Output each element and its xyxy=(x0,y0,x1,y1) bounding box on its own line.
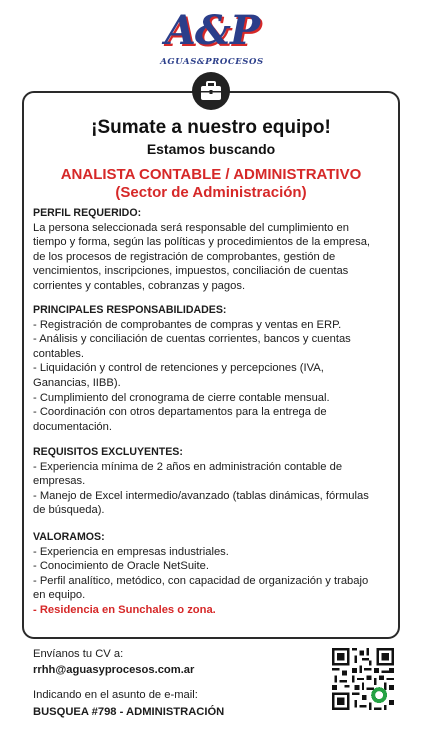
valoramos-section xyxy=(33,530,389,618)
perfil-line: La persona seleccionada será responsable del cumplimiento en xyxy=(33,221,349,234)
residence-requirement: - Residencia en Sunchales o zona. xyxy=(33,603,216,616)
qr-code-icon[interactable] xyxy=(332,648,394,710)
briefcase-icon xyxy=(192,72,230,110)
responsabilidades-line: Ganancias, IIBB). xyxy=(33,376,121,389)
responsabilidades-section xyxy=(33,303,389,434)
responsabilidades-line: contables. xyxy=(33,347,84,360)
perfil-line: de los procesos de registración de comprobantes, gestión de xyxy=(33,250,336,263)
responsabilidades-line: documentación. xyxy=(33,420,112,433)
valoramos-line: - Experiencia en empresas industriales. xyxy=(33,545,229,558)
perfil-line: corrientes y contables, cobranzas y pagos. xyxy=(33,279,246,292)
contact-email[interactable]: rrhh@aguasyprocesos.com.ar xyxy=(33,664,195,676)
logo-subtitle: AGUAS&PROCESOS xyxy=(160,57,264,67)
responsabilidades-line: - Cumplimiento del cronograma de cierre contable mensual. xyxy=(33,391,330,404)
valoramos-heading: VALORAMOS: xyxy=(33,531,105,543)
responsabilidades-line: - Registración de comprobantes de compras y ventas en ERP. xyxy=(33,318,342,331)
perfil-heading: PERFIL REQUERIDO: xyxy=(33,207,142,219)
requisitos-line: - Manejo de Excel intermedio/avanzado (tablas dinámicas, fórmulas xyxy=(33,489,369,502)
valoramos-line: - Conocimiento de Oracle NetSuite. xyxy=(33,560,209,573)
responsabilidades-line: - Liquidación y control de retenciones y percepciones (IVA, xyxy=(33,362,324,375)
position-title: ANALISTA CONTABLE / ADMINISTRATIVO xyxy=(60,166,362,183)
page-title: ¡Sumate a nuestro equipo! xyxy=(91,117,331,138)
cv-label: Envíanos tu CV a: xyxy=(33,648,124,660)
valoramos-line: - Perfil analítico, metódico, con capacidad de organización y trabajo xyxy=(33,574,369,587)
perfil-section xyxy=(33,206,389,294)
email-subject: BUSQUEA #798 - ADMINISTRACIÓN xyxy=(33,706,225,718)
page-subtitle: Estamos buscando xyxy=(146,141,276,157)
perfil-line: tiempo y forma, según las políticas y procedimientos de la empresa, xyxy=(33,236,371,249)
logo-text: A&P xyxy=(164,7,260,54)
responsabilidades-line: - Análisis y conciliación de cuentas corrientes, bancos y cuentas xyxy=(33,333,351,346)
position-sector: (Sector de Administración) xyxy=(115,184,307,201)
company-logo xyxy=(151,7,273,67)
responsabilidades-line: - Coordinación con otros departamentos para la entrega de xyxy=(33,406,327,419)
requisitos-heading: REQUISITOS EXCLUYENTES: xyxy=(33,446,183,458)
responsabilidades-heading: PRINCIPALES RESPONSABILIDADES: xyxy=(33,304,227,316)
requisitos-line: - Experiencia mínima de 2 años en administración contable de xyxy=(33,460,343,473)
requisitos-line: empresas. xyxy=(33,475,86,488)
requisitos-section xyxy=(33,445,389,518)
subject-label: Indicando en el asunto de e-mail: xyxy=(33,689,198,701)
perfil-line: vencimientos, inscripciones, impuestos, conciliación de cuentas xyxy=(33,265,349,278)
requisitos-line: de búsqueda). xyxy=(33,504,105,517)
valoramos-line: en equipo. xyxy=(33,589,86,602)
